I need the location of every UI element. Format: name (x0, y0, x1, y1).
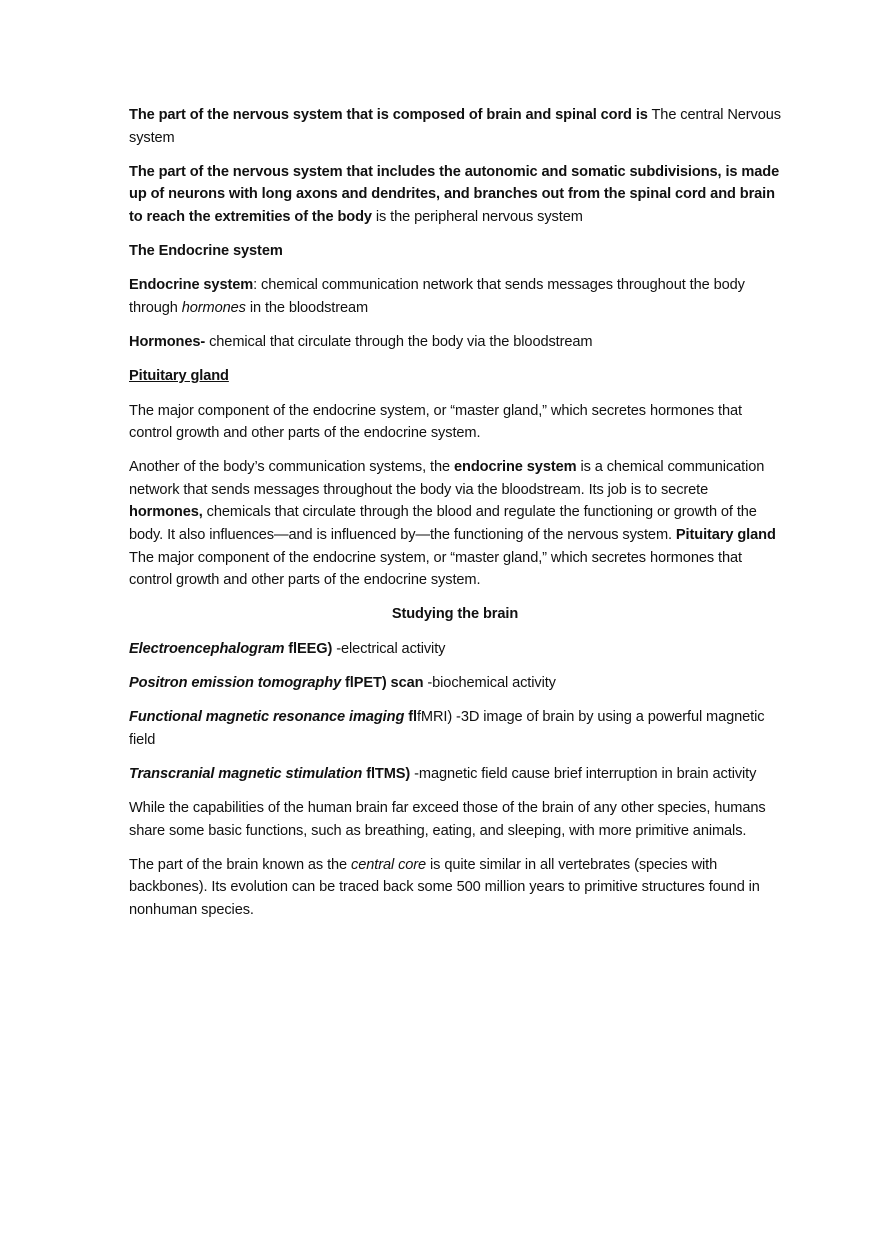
abbreviation: fl (404, 709, 417, 725)
paragraph-endocrine-definition (129, 274, 781, 319)
emphasis: hormones (181, 299, 246, 316)
definition-text: chemical that circulate through the body via the bloodstream (205, 334, 593, 351)
answer-text: is the peripheral nervous system (371, 208, 583, 225)
term: endocrine system (453, 459, 577, 476)
term: Electroencephalogram (129, 640, 285, 657)
term: Positron emission tomography (129, 674, 342, 691)
paragraph-hormones (129, 331, 781, 354)
term: Endocrine system (129, 277, 254, 294)
term: Hormones- (129, 334, 206, 351)
question-text: The part of the nervous system that is composed of brain and spinal cord is (129, 107, 648, 123)
definition-text: -biochemical activity (423, 674, 556, 691)
heading-studying-the-brain: Studying the brain (391, 606, 519, 623)
paragraph-tms (129, 763, 781, 786)
body-text: The part of the brain known as the (129, 856, 352, 873)
body-text: The major component of the endocrine system, or “master gland,” which secretes hormones that control growth and other parts of the endocrine system. (129, 549, 742, 589)
body-text: is quite similar in all vertebrates (species with backbones). Its evolution can be traced back some 500 million years to primitive structures found in nonhuman species. (129, 856, 760, 918)
heading-pituitary-gland: Pituitary gland (129, 368, 229, 385)
body-text: chemicals that circulate through the blood and regulate the functioning or growth of the body. It also influences—and is influenced by—the functioning of the nervous system. (129, 504, 757, 544)
question-text: The part of the nervous system that includes the autonomic and somatic subdivisions, is made up of neurons with long axons and dendrites, and branches out from the spinal cord and brain to reach the extremities of the body (129, 163, 780, 225)
heading-endocrine-system: The Endocrine system (129, 243, 283, 260)
definition-text: -magnetic field cause brief interruption in brain activity (410, 765, 757, 782)
paragraph-pet (129, 672, 781, 695)
abbreviation: flTMS) (362, 765, 411, 782)
definition-text: fMRI) -3D image of brain by using a powerful magnetic field (129, 709, 765, 748)
paragraph-fmri (129, 706, 781, 751)
term: Pituitary gland (675, 527, 776, 544)
definition-text: -electrical activity (332, 640, 446, 657)
paragraph-cns (129, 104, 781, 149)
term: Transcranial magnetic stimulation (129, 765, 363, 782)
paragraph-pns (129, 161, 781, 229)
answer-text: The central Nervous system (129, 107, 781, 146)
emphasis: central core (351, 856, 427, 873)
term: hormones, (129, 504, 203, 521)
body-text: is a chemical communication network that sends messages throughout the body via the bloodstream. Its job is to secrete (129, 459, 765, 498)
paragraph-pituitary-definition: The major component of the endocrine system, or “master gland,” which secretes hormones that control growth and other parts of the endocrine system. (129, 402, 742, 442)
definition-text: in the bloodstream (245, 299, 369, 316)
term: Functional magnetic resonance imaging (129, 709, 405, 725)
paragraph-central-core (129, 854, 781, 922)
body-text: Another of the body’s communication systems, the (129, 459, 454, 476)
paragraph-endocrine-overview (129, 456, 781, 592)
paragraph-human-brain: While the capabilities of the human brain far exceed those of the brain of any other species, humans share some basic functions, such as breathing, eating, and sleeping, with more primitive animals. (129, 799, 766, 839)
definition-text: : chemical communication network that sends messages throughout the body through (129, 277, 745, 316)
document-page (129, 104, 781, 933)
paragraph-eeg (129, 638, 781, 661)
abbreviation: flPET) scan (341, 674, 424, 691)
abbreviation: flEEG) (284, 640, 333, 657)
